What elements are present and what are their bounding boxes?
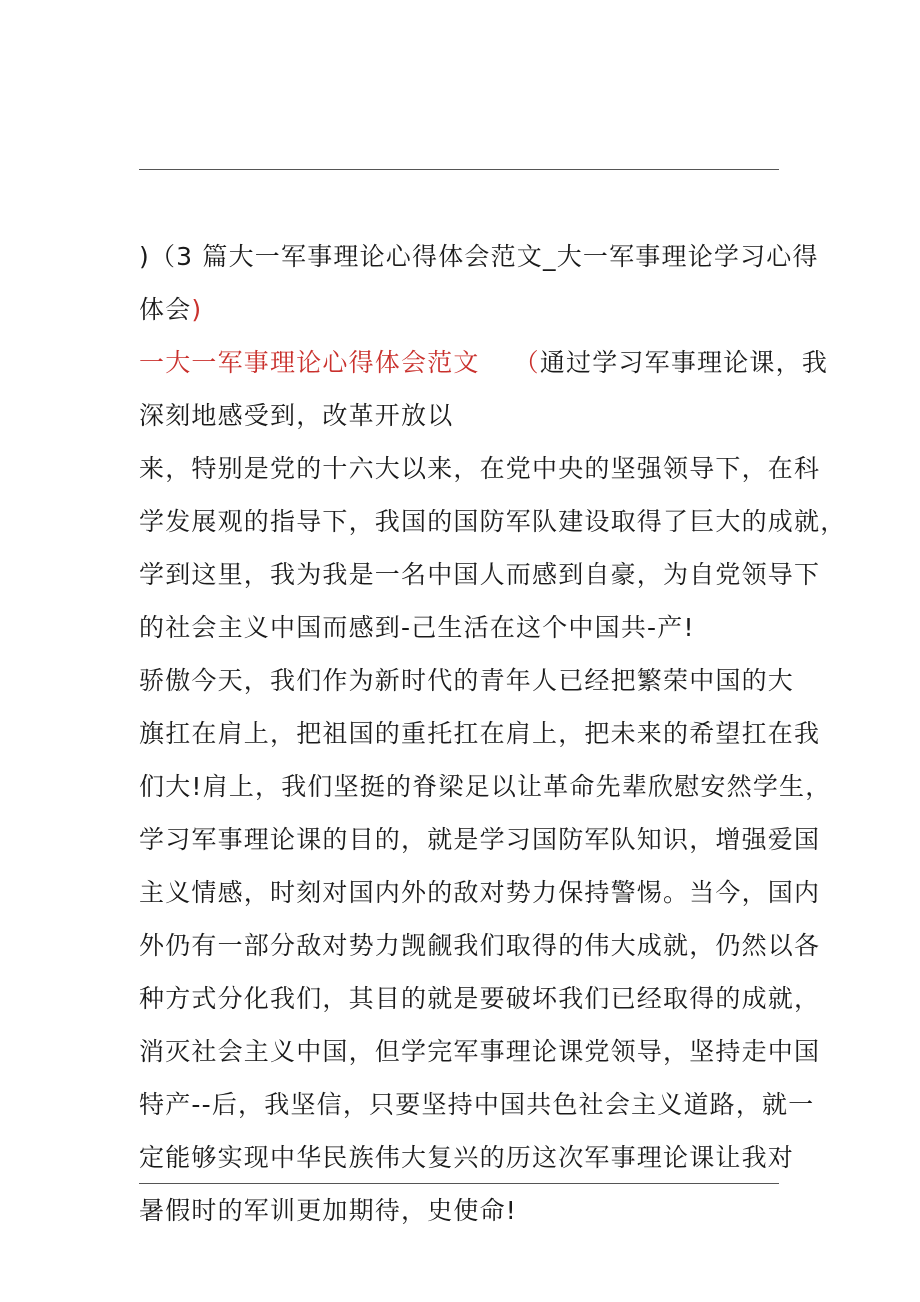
title-line-2 (139, 283, 787, 336)
heading-continuation: 通过学习军事理论课，我 (539, 348, 829, 377)
body-line: 特产--后，我坚信，只要坚持中国共色社会主义道路，就一 (139, 1090, 815, 1119)
heading-line (139, 336, 829, 389)
body-line: 定能够实现中华民族伟大复兴的历这次军事理论课让我对 (139, 1143, 795, 1172)
body-line: 主义情感，时刻对国内外的敌对势力保持警惕。当今，国内 (139, 878, 821, 907)
title-line-2-prefix: 体会 (139, 295, 192, 324)
body-line: 旗扛在肩上，把祖国的重托扛在肩上，把未来的希望扛在我 (139, 719, 821, 748)
body-line: 学习军事理论课的目的，就是学习国防军队知识，增强爱国 (139, 825, 821, 854)
top-rule (139, 169, 779, 170)
body-line: 暑假时的军训更加期待，史使命! (139, 1196, 518, 1225)
body-line: 来，特别是党的十六大以来，在党中央的坚强领导下，在科 (139, 454, 821, 483)
title-close-paren: ) (191, 295, 203, 324)
body-line: 外仍有一部分敌对势力觊觎我们取得的伟大成就，仍然以各 (139, 931, 821, 960)
essay-heading: 一大一军事理论心得体会范文 (139, 348, 480, 377)
body-line: 的社会主义中国而感到-己生活在这个中国共-产! (139, 613, 695, 642)
bottom-rule (139, 1183, 779, 1184)
body-line: 深刻地感受到，改革开放以 (139, 401, 454, 430)
body-line: 学到这里，我为我是一名中国人而感到自豪，为自党领导下 (139, 560, 821, 589)
document-body (139, 230, 847, 1237)
body-line: 骄傲今天，我们作为新时代的青年人已经把繁荣中国的大 (139, 666, 795, 695)
body-line: 消灭社会主义中国，但学完军事理论课党领导，坚持走中国 (139, 1037, 821, 1066)
title-line-1: )（3 篇大一军事理论心得体会范文_大一军事理论学习心得 (139, 242, 819, 271)
body-line: 种方式分化我们，其目的就是要破坏我们已经取得的成就， (139, 984, 821, 1013)
body-line: 们大!肩上，我们坚挺的脊梁足以让革命先辈欣慰安然学生， (139, 772, 832, 801)
body-line: 学发展观的指导下，我国的国防军队建设取得了巨大的成就， (139, 507, 847, 536)
heading-open-paren: （ (513, 348, 540, 377)
